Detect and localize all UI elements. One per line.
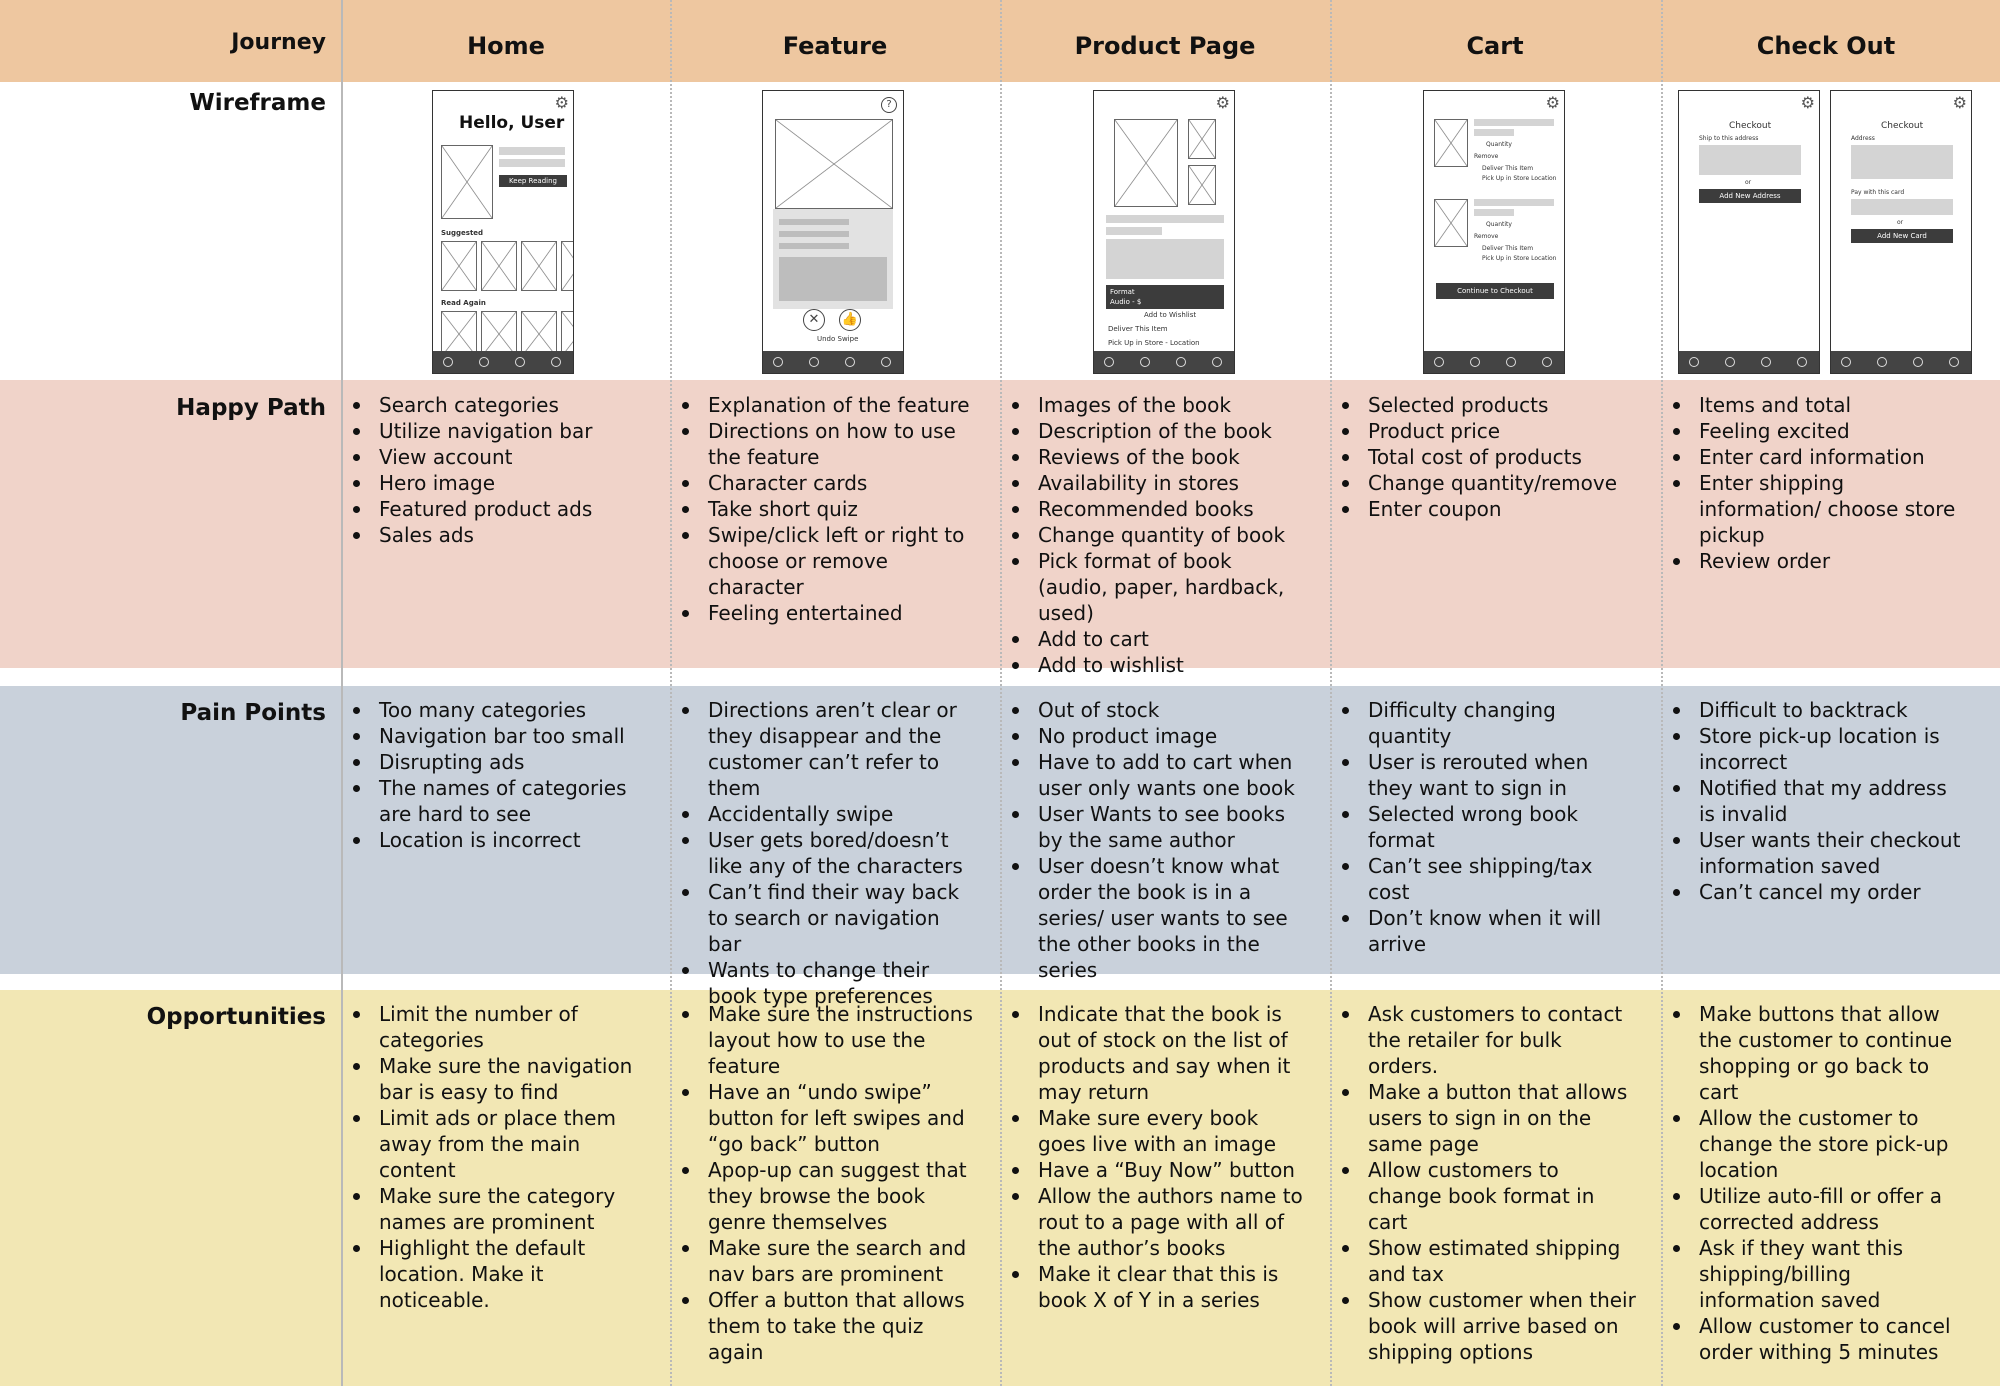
bullet-item: View account: [347, 444, 647, 470]
bullet-item: Ask customers to contact the retailer for bulk orders.: [1336, 1001, 1636, 1079]
bullet-list: [676, 697, 976, 1009]
bullet-item: No product image: [1006, 723, 1306, 749]
bullet-item: Make sure the category names are prominent: [347, 1183, 647, 1235]
text-bar: [779, 231, 849, 237]
bullet-list: [1336, 697, 1636, 957]
bullet-item: Utilize navigation bar: [347, 418, 647, 444]
label-divider: [341, 0, 343, 1386]
library-icon: [1176, 357, 1186, 367]
cell-happy-path: [676, 392, 976, 626]
bullet-item: Feeling entertained: [676, 600, 976, 626]
bullet-item: User doesn’t know what order the book is in a series/ user wants to see the other books in the series: [1006, 853, 1306, 983]
deliver-option: Deliver This Item: [1108, 325, 1168, 333]
wireframe-navbar: [433, 351, 573, 373]
bullet-item: Have an “undo swipe” button for left swipes and “go back” button: [676, 1079, 976, 1157]
bullet-item: Change quantity of book: [1006, 522, 1306, 548]
cell-opportunities: [347, 1001, 647, 1313]
gear-icon: ⚙: [1215, 93, 1230, 112]
library-icon: [1761, 357, 1771, 367]
bullet-item: Explanation of the feature: [676, 392, 976, 418]
bullet-item: Availability in stores: [1006, 470, 1306, 496]
bullet-item: Indicate that the book is out of stock on the list of products and say when it may return: [1006, 1001, 1306, 1105]
account-icon: [1542, 357, 1552, 367]
bullet-item: Highlight the default location. Make it noticeable.: [347, 1235, 647, 1313]
bullet-item: Make sure every book goes live with an image: [1006, 1105, 1306, 1157]
text-bar: [499, 159, 565, 167]
bullet-item: Make buttons that allow the customer to continue shopping or go back to cart: [1667, 1001, 1967, 1105]
bullet-item: Apop-up can suggest that they browse the book genre themselves: [676, 1157, 976, 1235]
bullet-item: Hero image: [347, 470, 647, 496]
suggested-label: Suggested: [441, 229, 484, 237]
bullet-item: User wants their checkout information saved: [1667, 827, 1967, 879]
bullet-item: Can’t see shipping/tax cost: [1336, 853, 1636, 905]
bullet-list: [676, 392, 976, 626]
text-bar: [779, 219, 849, 225]
home-icon: [1434, 357, 1444, 367]
account-icon: [551, 357, 561, 367]
bullet-item: User is rerouted when they want to sign in: [1336, 749, 1636, 801]
book-placeholder: [521, 241, 557, 291]
bullet-item: Enter coupon: [1336, 496, 1636, 522]
text-bar: [1474, 199, 1554, 206]
bullet-item: Featured product ads: [347, 496, 647, 522]
pay-label: Pay with this card: [1851, 189, 1905, 196]
bullet-item: Change quantity/remove: [1336, 470, 1636, 496]
bullet-item: Difficult to backtrack: [1667, 697, 1967, 723]
format-audio: Audio - $: [1110, 298, 1142, 306]
bullet-item: Items and total: [1667, 392, 1967, 418]
cell-opportunities: [676, 1001, 976, 1365]
bullet-item: Total cost of products: [1336, 444, 1636, 470]
gear-icon: ⚙: [1800, 93, 1815, 112]
library-icon: [1506, 357, 1516, 367]
bullet-item: Allow the customer to change the store pick-up location: [1667, 1105, 1967, 1183]
row-label-opportunities: Opportunities: [146, 1004, 326, 1030]
bullet-list: [1667, 392, 1967, 574]
read-again-label: Read Again: [441, 299, 486, 307]
row-label-happy-path: Happy Path: [176, 395, 326, 421]
bullet-item: Pick format of book (audio, paper, hardback, used): [1006, 548, 1306, 626]
wireframe-checkout-card: [1830, 90, 1972, 374]
book-image-placeholder: [1114, 119, 1178, 207]
bullet-item: Add to cart: [1006, 626, 1306, 652]
checkout-title: Checkout: [1729, 121, 1772, 131]
wireframe-navbar: [1831, 351, 1971, 373]
account-icon: [1797, 357, 1807, 367]
or-label: or: [1897, 219, 1904, 226]
column-header-product-page: Product Page: [1074, 32, 1256, 60]
bullet-list: [1336, 392, 1636, 522]
cell-happy-path: [1336, 392, 1636, 522]
column-header-feature: Feature: [782, 32, 888, 60]
home-icon: [443, 357, 453, 367]
pickup-option: Pick Up in Store Location: [1482, 255, 1557, 262]
bullet-item: Don’t know when it will arrive: [1336, 905, 1636, 957]
bullet-item: Limit the number of categories: [347, 1001, 647, 1053]
bullet-item: Store pick-up location is incorrect: [1667, 723, 1967, 775]
address-label: Address: [1851, 135, 1875, 142]
column-header-home: Home: [467, 32, 545, 60]
cell-pain-points: [347, 697, 647, 853]
bullet-item: Sales ads: [347, 522, 647, 548]
bullet-item: Product price: [1336, 418, 1636, 444]
bullet-item: Selected wrong book format: [1336, 801, 1636, 853]
bullet-item: Notified that my address is invalid: [1667, 775, 1967, 827]
search-icon: [1877, 357, 1887, 367]
bullet-item: Wants to change their book type preferences: [676, 957, 976, 1009]
gear-icon: ⚙: [1545, 93, 1560, 112]
cart-item-image: [1434, 119, 1468, 167]
bullet-item: Disrupting ads: [347, 749, 647, 775]
cell-pain-points: [1336, 697, 1636, 957]
wireframe-product-page: [1093, 90, 1235, 374]
quantity-label: Quantity: [1486, 141, 1512, 148]
bullet-item: User gets bored/doesn’t like any of the characters: [676, 827, 976, 879]
column-divider: [1661, 0, 1663, 1386]
bullet-item: User Wants to see books by the same author: [1006, 801, 1306, 853]
bullet-item: Offer a button that allows them to take the quiz again: [676, 1287, 976, 1365]
home-icon: [1841, 357, 1851, 367]
add-new-card-button: Add New Card: [1851, 229, 1953, 243]
wireframe-home: [432, 90, 574, 374]
home-icon: [1689, 357, 1699, 367]
bullet-item: Directions on how to use the feature: [676, 418, 976, 470]
description-block: [1106, 239, 1224, 279]
cell-happy-path: [1006, 392, 1306, 678]
character-card-placeholder: [775, 119, 893, 209]
bullet-item: Selected products: [1336, 392, 1636, 418]
wireframe-navbar: [1424, 351, 1564, 373]
card-box: [1851, 199, 1953, 215]
bullet-item: Recommended books: [1006, 496, 1306, 522]
bullet-item: Make sure the instructions layout how to use the feature: [676, 1001, 976, 1079]
deliver-option: Deliver This Item: [1482, 165, 1534, 172]
bullet-item: Show estimated shipping and tax: [1336, 1235, 1636, 1287]
bullet-item: Ask if they want this shipping/billing information saved: [1667, 1235, 1967, 1313]
add-new-address-button: Add New Address: [1699, 189, 1801, 203]
help-icon: ?: [881, 97, 897, 113]
bullet-item: Have to add to cart when user only wants one book: [1006, 749, 1306, 801]
column-divider: [1000, 0, 1002, 1386]
bullet-list: [1006, 1001, 1306, 1313]
cell-opportunities: [1336, 1001, 1636, 1365]
cell-pain-points: [1006, 697, 1306, 983]
bullet-list: [347, 392, 647, 548]
text-bar: [779, 243, 849, 249]
wireframe-greeting: Hello, User: [459, 113, 565, 133]
wireframe-feature: [762, 90, 904, 374]
bullet-item: Make a button that allows users to sign in on the same page: [1336, 1079, 1636, 1157]
bullet-item: Feeling excited: [1667, 418, 1967, 444]
account-icon: [881, 357, 891, 367]
bullet-item: Make sure the search and nav bars are prominent: [676, 1235, 976, 1287]
bullet-item: Show customer when their book will arrive based on shipping options: [1336, 1287, 1636, 1365]
bullet-item: Add to wishlist: [1006, 652, 1306, 678]
pickup-option: Pick Up in Store - Location: [1108, 339, 1200, 347]
book-placeholder: [561, 241, 574, 291]
search-icon: [1470, 357, 1480, 367]
book-placeholder: [441, 241, 477, 291]
bullet-item: Search categories: [347, 392, 647, 418]
thumbnail-placeholder: [1188, 165, 1216, 205]
column-divider: [670, 0, 672, 1386]
bullet-list: [1667, 697, 1967, 905]
address-box: [1699, 145, 1801, 175]
book-placeholder: [481, 241, 517, 291]
text-bar: [1474, 129, 1514, 136]
hero-image-placeholder: [441, 145, 493, 219]
bullet-item: Enter card information: [1667, 444, 1967, 470]
bullet-item: Swipe/click left or right to choose or remove character: [676, 522, 976, 600]
bullet-item: Have a “Buy Now” button: [1006, 1157, 1306, 1183]
search-icon: [1140, 357, 1150, 367]
bullet-item: Limit ads or place them away from the main content: [347, 1105, 647, 1183]
home-icon: [1104, 357, 1114, 367]
bullet-list: [676, 1001, 976, 1365]
search-icon: [1725, 357, 1735, 367]
bullet-list: [347, 1001, 647, 1313]
pickup-option: Pick Up in Store Location: [1482, 175, 1557, 182]
remove-icon: ✕: [803, 309, 825, 331]
add-to-wishlist-label: Add to Wishlist: [1144, 311, 1197, 319]
quantity-label: Quantity: [1486, 221, 1512, 228]
text-bar: [1474, 209, 1514, 216]
bullet-item: Make sure the navigation bar is easy to find: [347, 1053, 647, 1105]
bullet-item: Too many categories: [347, 697, 647, 723]
bullet-item: Allow the authors name to rout to a page with all of the author’s books: [1006, 1183, 1306, 1261]
bullet-item: Directions aren’t clear or they disappear and the customer can’t refer to them: [676, 697, 976, 801]
cell-pain-points: [676, 697, 976, 1009]
cell-pain-points: [1667, 697, 1967, 905]
ship-label: Ship to this address: [1699, 135, 1759, 142]
wireframe-navbar: [1094, 351, 1234, 373]
row-label-journey: Journey: [231, 30, 326, 55]
wireframe-cart: [1423, 90, 1565, 374]
format-label: Format: [1110, 288, 1135, 296]
row-label-wireframe: Wireframe: [189, 90, 326, 116]
cell-opportunities: [1667, 1001, 1967, 1365]
bullet-item: Difficulty changing quantity: [1336, 697, 1636, 749]
or-label: or: [1745, 179, 1752, 186]
format-selector: [1106, 285, 1224, 309]
cart-item-image: [1434, 199, 1468, 247]
library-icon: [1913, 357, 1923, 367]
bullet-item: Enter shipping information/ choose store pickup: [1667, 470, 1967, 548]
deliver-option: Deliver This Item: [1482, 245, 1534, 252]
bullet-item: Out of stock: [1006, 697, 1306, 723]
continue-to-checkout-button: Continue to Checkout: [1436, 283, 1554, 299]
bullet-item: Allow customer to cancel order withing 5 minutes: [1667, 1313, 1967, 1365]
text-bar: [499, 147, 565, 155]
column-header-cart: Cart: [1466, 32, 1524, 60]
account-icon: [1212, 357, 1222, 367]
search-icon: [809, 357, 819, 367]
bullet-item: Character cards: [676, 470, 976, 496]
keep-reading-button: Keep Reading: [499, 175, 567, 187]
remove-label: Remove: [1474, 233, 1499, 240]
text-bar: [1474, 119, 1554, 126]
bullet-list: [1336, 1001, 1636, 1365]
search-icon: [479, 357, 489, 367]
bullet-item: Utilize auto-fill or offer a corrected address: [1667, 1183, 1967, 1235]
bullet-item: Make it clear that this is book X of Y in a series: [1006, 1261, 1306, 1313]
bullet-item: Allow customers to change book format in cart: [1336, 1157, 1636, 1235]
text-bar: [1106, 227, 1162, 235]
home-icon: [773, 357, 783, 367]
cell-happy-path: [1667, 392, 1967, 574]
column-divider: [1330, 0, 1332, 1386]
cell-happy-path: [347, 392, 647, 548]
bullet-list: [1006, 697, 1306, 983]
bullet-item: Review order: [1667, 548, 1967, 574]
wireframe-navbar: [1679, 351, 1819, 373]
bullet-item: Images of the book: [1006, 392, 1306, 418]
bullet-item: Location is incorrect: [347, 827, 647, 853]
bullet-list: [1006, 392, 1306, 678]
thumbnail-placeholder: [1188, 119, 1216, 159]
account-icon: [1949, 357, 1959, 367]
bullet-item: Accidentally swipe: [676, 801, 976, 827]
bullet-item: Reviews of the book: [1006, 444, 1306, 470]
wireframe-checkout-address: [1678, 90, 1820, 374]
row-label-pain-points: Pain Points: [180, 700, 326, 726]
bullet-item: The names of categories are hard to see: [347, 775, 647, 827]
text-bar: [1106, 215, 1224, 223]
bullet-item: Can’t find their way back to search or navigation bar: [676, 879, 976, 957]
undo-swipe-label: Undo Swipe: [817, 335, 859, 343]
cell-opportunities: [1006, 1001, 1306, 1313]
gear-icon: ⚙: [554, 93, 569, 112]
bullet-list: [1667, 1001, 1967, 1365]
column-header-check-out: Check Out: [1756, 32, 1896, 60]
gear-icon: ⚙: [1952, 93, 1967, 112]
bullet-item: Can’t cancel my order: [1667, 879, 1967, 905]
bullet-item: Take short quiz: [676, 496, 976, 522]
thumbs-up-icon: 👍: [839, 309, 861, 331]
bullet-item: Navigation bar too small: [347, 723, 647, 749]
bullet-item: Description of the book: [1006, 418, 1306, 444]
text-block: [779, 257, 887, 301]
remove-label: Remove: [1474, 153, 1499, 160]
wireframe-navbar: [763, 351, 903, 373]
checkout-title: Checkout: [1881, 121, 1924, 131]
library-icon: [845, 357, 855, 367]
library-icon: [515, 357, 525, 367]
address-box: [1851, 145, 1953, 179]
bullet-list: [347, 697, 647, 853]
